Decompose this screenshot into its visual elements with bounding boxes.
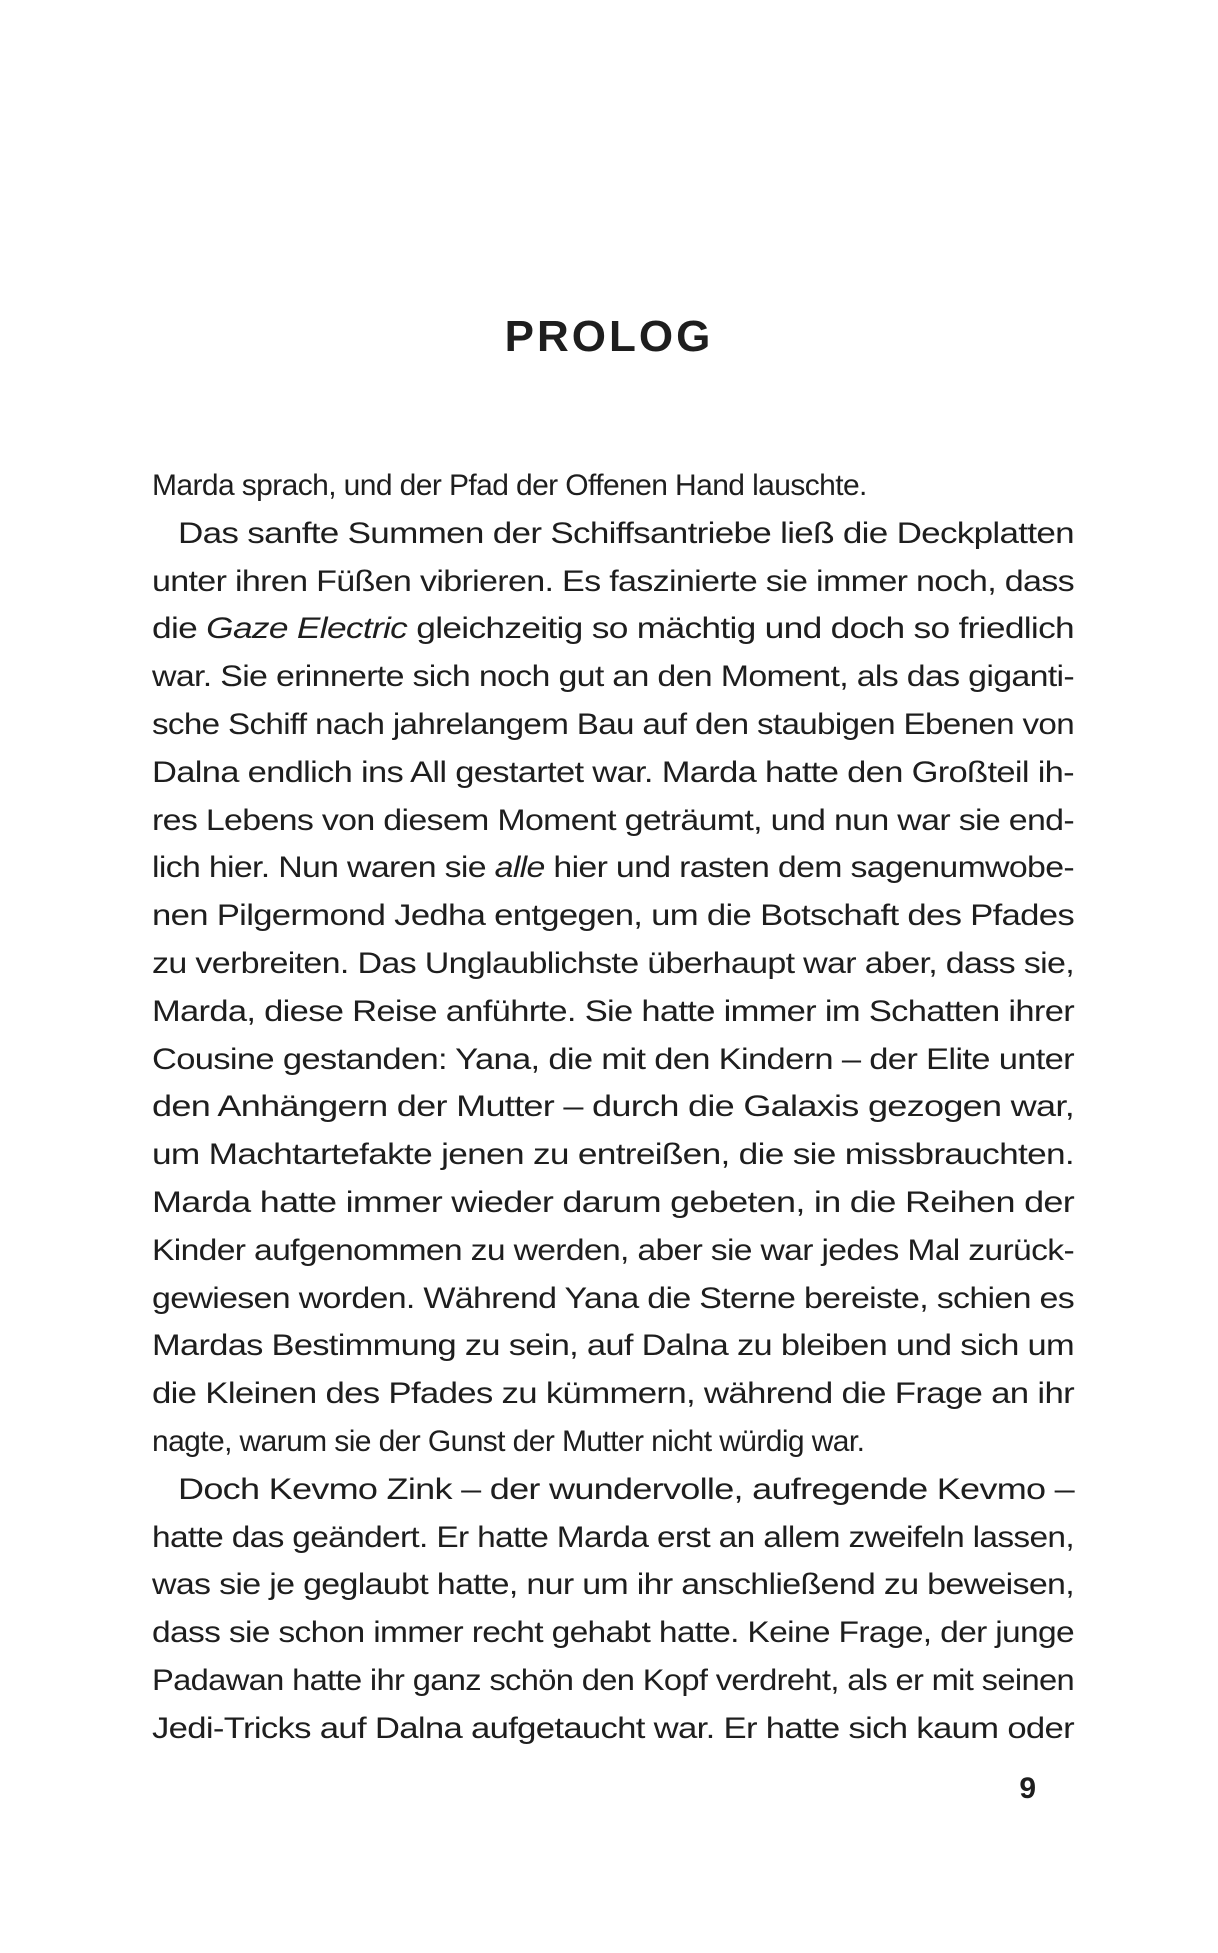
text-line: nagte, warum sie der Gunst der Mutter nicht würdig war. <box>152 1424 865 1458</box>
text-line: sche Schiff nach jahrelangem Bau auf den staubigen Ebenen von <box>152 707 1074 741</box>
text-line: Cousine gestanden: Yana, die mit den Kindern – der Elite unter <box>152 1042 1074 1076</box>
text-line: res Lebens von diesem Moment geträumt, und nun war sie end- <box>152 803 1074 837</box>
text-line: nen Pilgermond Jedha entgegen, um die Botschaft des Pfades <box>152 899 1074 933</box>
text-line: Kinder aufgenommen zu werden, aber sie war jedes Mal zurück- <box>152 1233 1074 1267</box>
text-line: um Machtartefakte jenen zu entreißen, die sie missbrauchten. <box>152 1138 1074 1172</box>
text-fragment: die <box>152 612 207 646</box>
emphasis-italic: alle <box>494 851 545 885</box>
text-line: Marda, diese Reise anführte. Sie hatte immer im Schatten ihrer <box>152 994 1074 1028</box>
text-line: Dalna endlich ins All gestartet war. Marda hatte den Großteil ih- <box>152 755 1074 789</box>
body-text <box>152 462 1074 1753</box>
text-line: Marda hatte immer wieder darum gebeten, in die Reihen der <box>152 1185 1074 1219</box>
text-line: Marda sprach, und der Pfad der Offenen Hand lauschte. <box>152 469 867 502</box>
text-line: unter ihren Füßen vibrieren. Es faszinierte sie immer noch, dass <box>152 564 1074 598</box>
text-line: gewiesen worden. Während Yana die Sterne bereiste, schien es <box>152 1281 1074 1315</box>
text-line: Jedi-Tricks auf Dalna aufgetaucht war. Er hatte sich kaum oder <box>152 1711 1074 1745</box>
text-line: Das sanfte Summen der Schiffsantriebe ließ die Deckplatten <box>178 516 1074 550</box>
text-fragment: gleichzeitig so mächtig und doch so friedlich <box>407 612 1074 646</box>
text-line: den Anhängern der Mutter – durch die Galaxis gezogen war, <box>152 1090 1074 1124</box>
page-number: 9 <box>1019 1772 1036 1805</box>
text-line: was sie je geglaubt hatte, nur um ihr anschließend zu beweisen, <box>152 1568 1074 1602</box>
text-line: Doch Kevmo Zink – der wundervolle, aufregende Kevmo – <box>178 1472 1074 1506</box>
text-line <box>152 605 1074 653</box>
text-fragment: lich hier. Nun waren sie <box>152 851 495 885</box>
ship-name-italic: Gaze Electric <box>206 612 408 646</box>
text-line <box>152 844 1074 892</box>
text-line: die Kleinen des Pfades zu kümmern, während die Frage an ihr <box>152 1377 1074 1411</box>
text-line: hatte das geändert. Er hatte Marda erst an allem zweifeln lassen, <box>152 1520 1074 1554</box>
text-line: Padawan hatte ihr ganz schön den Kopf verdreht, als er mit seinen <box>152 1663 1074 1697</box>
chapter-title: PROLOG <box>504 312 714 361</box>
text-line: dass sie schon immer recht gehabt hatte. Keine Frage, der junge <box>152 1616 1074 1650</box>
text-line: zu verbreiten. Das Unglaublichste überhaupt war aber, dass sie, <box>152 946 1074 980</box>
text-line: Mardas Bestimmung zu sein, auf Dalna zu bleiben und sich um <box>152 1329 1074 1363</box>
text-fragment: hier und rasten dem sagenumwobe- <box>544 851 1074 885</box>
text-line: war. Sie erinnerte sich noch gut an den Moment, als das giganti- <box>152 660 1074 694</box>
